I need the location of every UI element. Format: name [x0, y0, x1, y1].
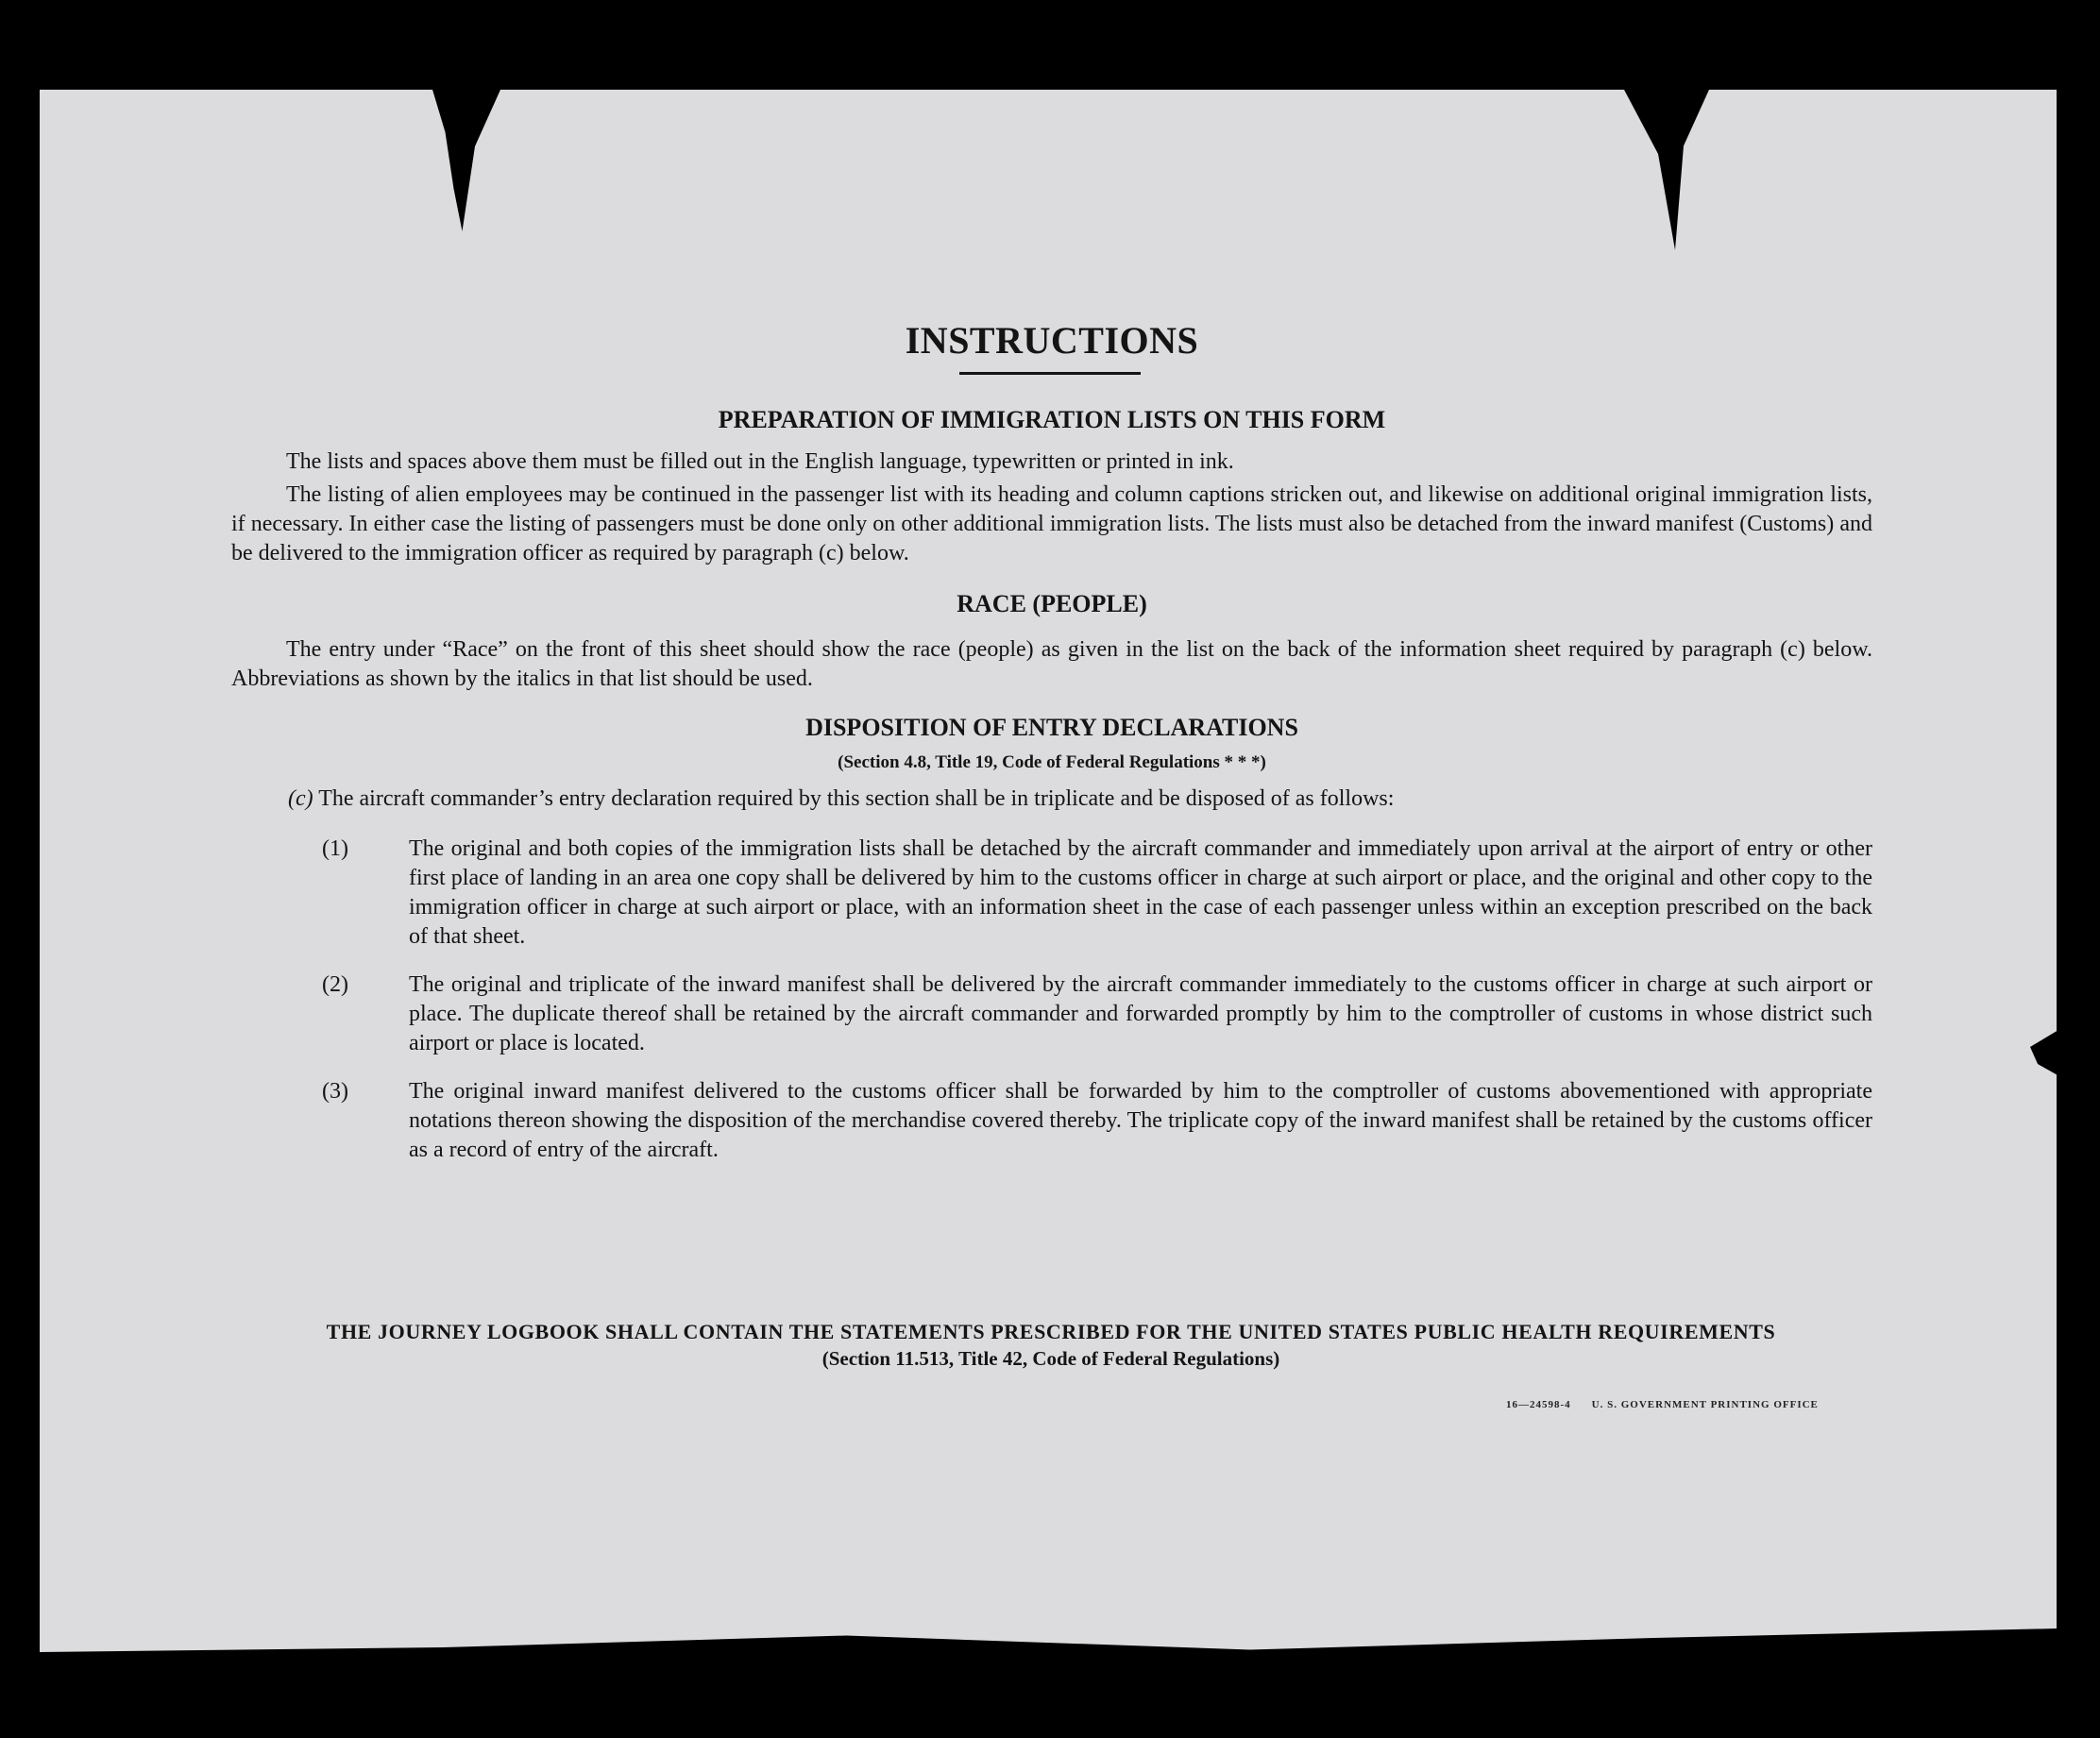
section-heading-disposition: DISPOSITION OF ENTRY DECLARATIONS [805, 714, 1298, 741]
disposition-intro [231, 785, 1872, 814]
list-item [322, 1077, 1872, 1165]
printer-imprint [1506, 1399, 1839, 1410]
list-item [322, 835, 1872, 952]
paragraph-preparation-1: The lists and spaces above them must be filled out in the English language, typewritten or printed in ink. [286, 449, 1234, 474]
printer-name: U. S. GOVERNMENT PRINTING OFFICE [1591, 1399, 1819, 1410]
list-item-text: The original inward manifest delivered to the customs officer shall be forwarded by him to the comptroller of customs abovementioned with appropriate notations thereon showing the disposition of the merchandise covered thereby. The triplicate copy of the inward manifest shall be retained by the customs officer as a record of entry of the aircraft. [409, 1079, 1872, 1162]
page-title: INSTRUCTIONS [905, 319, 1199, 362]
logbook-note-text: THE JOURNEY LOGBOOK SHALL CONTAIN THE STATEMENTS PRESCRIBED FOR THE UNITED STATES PUBLIC HEALTH REQUIREMENTS [326, 1320, 1776, 1343]
disposition-citation: (Section 4.8, Title 19, Code of Federal Regulations * * *) [838, 752, 1266, 772]
form-number: 16—24598-4 [1506, 1399, 1571, 1410]
section-heading-race: RACE (PEOPLE) [957, 590, 1147, 617]
journey-logbook-note [229, 1318, 1873, 1373]
list-item-text: The original and both copies of the immigration lists shall be detached by the aircraft commander and immediately upon arrival at the airport of entry or other first place of landing in an area one copy shall be delivered by him to the customs officer in charge at such airport or place, and the original and other copy to the immigration officer in charge at such airport or place, with an information sheet in the case of each passenger unless within an exception prescribed on the back of that sheet. [409, 836, 1872, 949]
paragraph-race: The entry under “Race” on the front of this sheet should show the race (people) as given in the list on the back of the information sheet required by paragraph (c) below. Abbreviations as shown by the italics in that list should be used. [231, 637, 1872, 691]
logbook-citation: (Section 11.513, Title 42, Code of Federal Regulations) [821, 1347, 1280, 1370]
list-item-number: (3) [322, 1079, 348, 1104]
list-item-number: (2) [322, 972, 348, 997]
intro-text: The aircraft commander’s entry declaration required by this section shall be in triplicate and be disposed of as follows: [318, 786, 1395, 811]
title-underline [959, 372, 1141, 375]
paragraph-preparation-2: The listing of alien employees may be continued in the passenger list with its heading and column captions stricken out, and likewise on additional original immigration lists, if necessary. In either case the listing of passengers must be done only on other additional immigration lists. The lists must also be detached from the inward manifest (Customs) and be delivered to the immigration officer as required by paragraph (c) below. [231, 482, 1872, 565]
section-heading-preparation: PREPARATION OF IMMIGRATION LISTS ON THIS FORM [718, 406, 1386, 433]
instructions-body [231, 319, 1872, 1184]
list-item-number: (1) [322, 836, 348, 861]
list-item-text: The original and triplicate of the inward manifest shall be delivered by the aircraft commander immediately to the customs officer in charge at such airport or place. The duplicate thereof shall be retained by the aircraft commander and forwarded promptly by him to the comptroller of customs in whose district such airport or place is located. [409, 972, 1872, 1055]
list-item [322, 970, 1872, 1058]
intro-label: (c) [288, 786, 313, 811]
